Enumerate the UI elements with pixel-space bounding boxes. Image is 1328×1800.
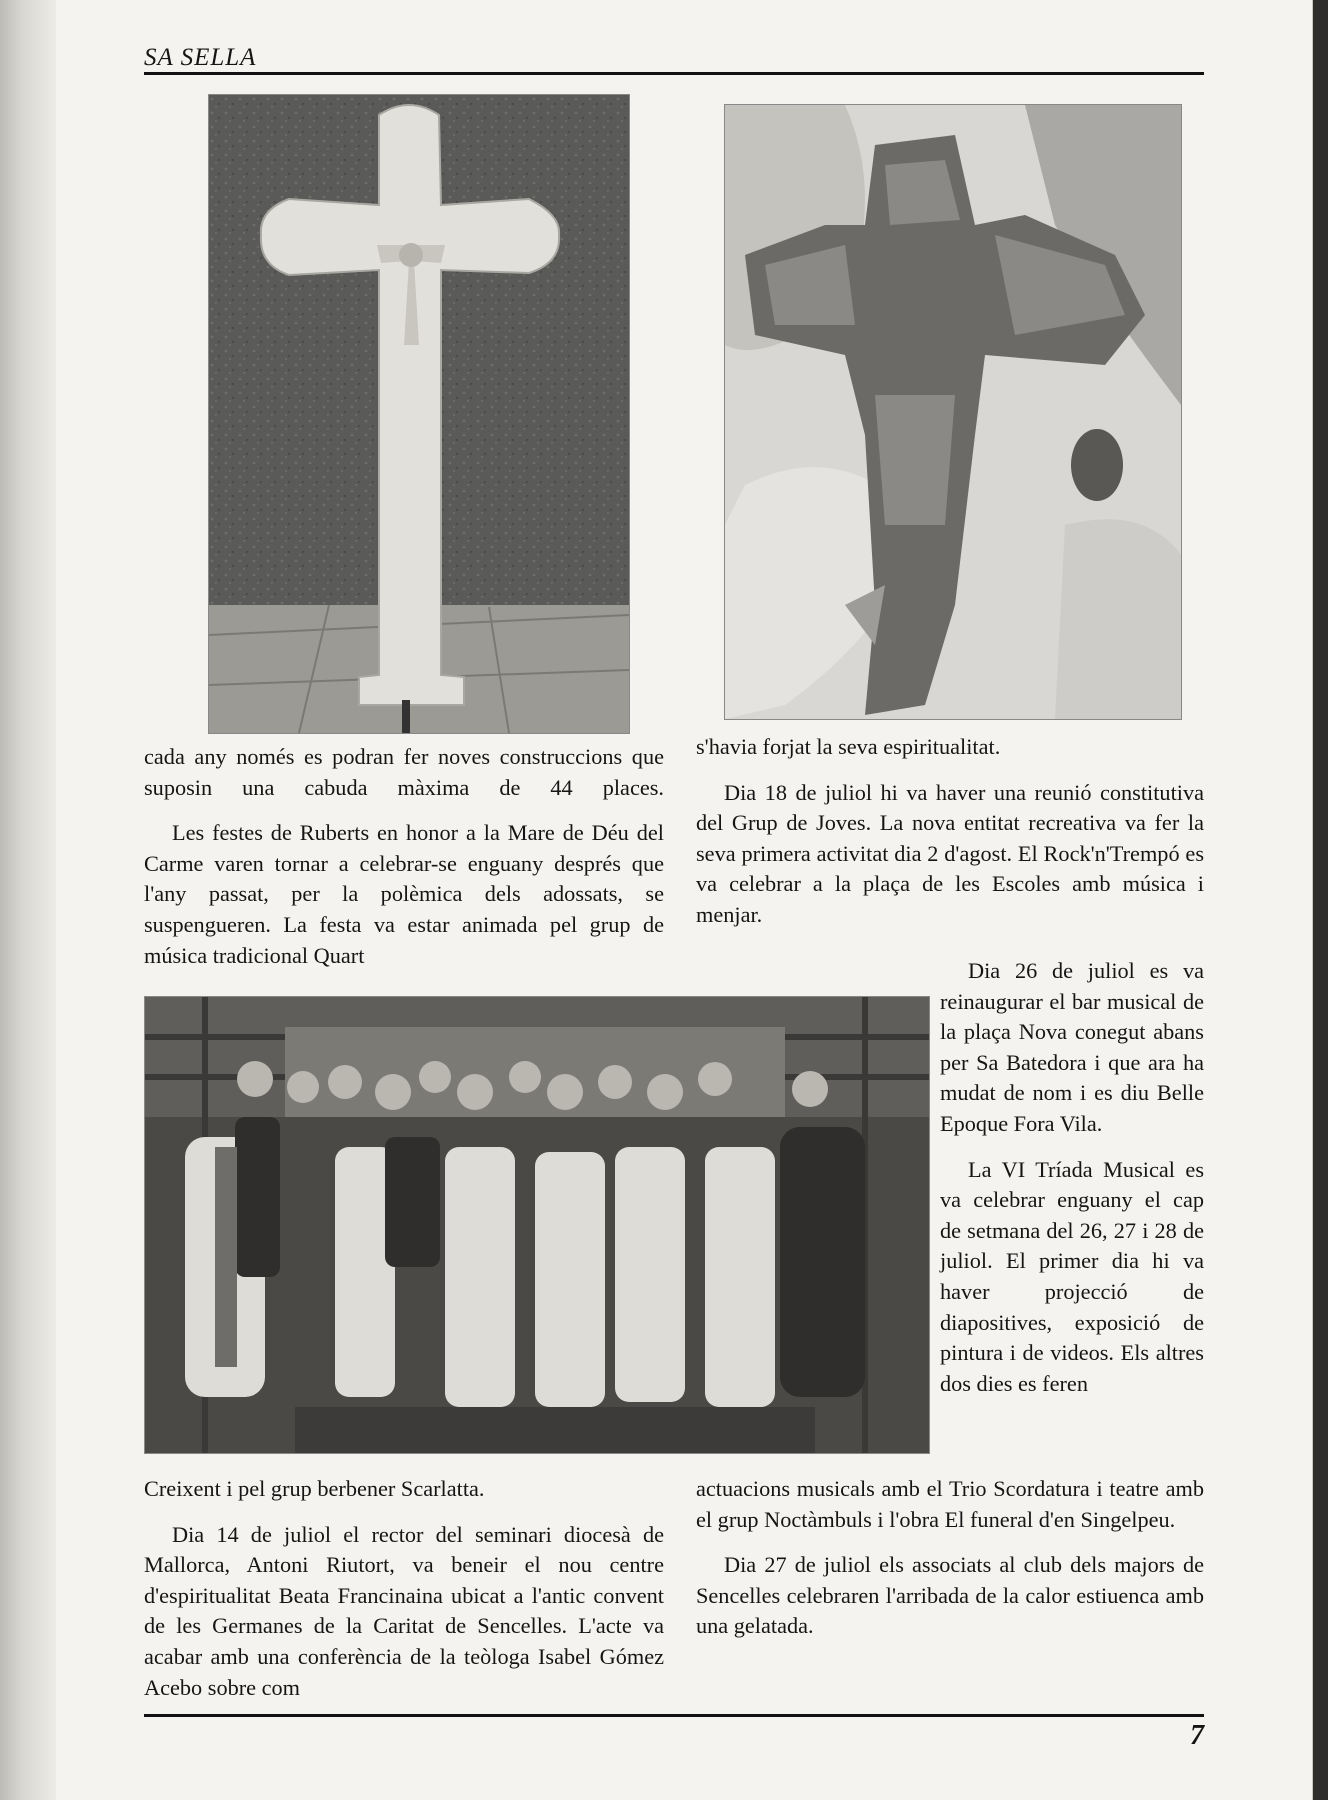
left-column-upper-text (144, 742, 664, 986)
paragraph-scarlatta: Creixent i pel grup berbener Scarlatta. (144, 1476, 485, 1501)
paragraph-ruberts-festival: Les festes de Ruberts en honor a la Mare de Déu del Carme varen tornar a celebrar-se enguany després que l'any passat, per la polèmica dels adossats, se suspengueren. La festa va estar animada pel grup de música tradicional Quart (144, 820, 664, 968)
photo-crucifix (208, 94, 630, 734)
paragraph-youth-group: Dia 18 de juliol hi va haver una reunió constitutiva del Grup de Joves. La nova entitat recreativa va fer la seva primera activitat dia 2 d'agost. El Rock'n'Trempó es va celebrar a la plaça de les Escoles amb música i menjar. (696, 779, 1204, 927)
right-narrow-column-text (940, 956, 1204, 1414)
paragraph-concerts: actuacions musicals amb el Trio Scordatura i teatre amb el grup Noctàmbuls i l'obra El funeral d'en Singelpeu. (696, 1476, 1204, 1532)
group-photo-image (145, 997, 929, 1453)
photo-broken-cross (724, 104, 1182, 720)
right-column-upper-text (696, 732, 1204, 946)
paragraph-triada-musical: La VI Tríada Musical es va celebrar enguany el cap de setmana del 26, 27 i 28 de juliol. El primer dia hi va haver projecció de diapositives, exposició de pintura i de videos. Els altres dos dies es feren (940, 1156, 1204, 1396)
header-rule (144, 72, 1204, 75)
paragraph-construction-limit: cada any només es podran fer noves construccions que suposin una cabuda màxima de 44 places. (144, 744, 664, 800)
paragraph-spirituality-centre: Dia 14 de juliol el rector del seminari diocesà de Mallorca, Antoni Riutort, va beneir el nou centre d'espiritualitat Beata Francinaina ubicat a l'antic convent de les Germanes de la Caritat de Sencelles. L'acte va acabar amb una conferència de la teòloga Isabel Gómez Acebo sobre com (144, 1521, 664, 1700)
footer-rule (144, 1714, 1204, 1717)
page-number: 7 (1190, 1720, 1204, 1751)
crucifix-photo-image (209, 95, 629, 733)
paragraph-bar-reopening: Dia 26 de juliol es va reinaugurar el bar musical de la plaça Nova conegut abans per Sa Batedora i que ara ha mudat de nom i es diu Belle Epoque Fora Vila. (940, 958, 1204, 1136)
page-gutter (0, 0, 56, 1800)
broken-cross-photo-image (725, 105, 1181, 719)
paragraph-spirituality-end: s'havia forjat la seva espiritualitat. (696, 734, 1001, 759)
photo-group-church (144, 996, 930, 1454)
right-column-lower-text (696, 1474, 1204, 1657)
left-column-lower-text (144, 1474, 664, 1718)
paragraph-seniors-club: Dia 27 de juliol els associats al club dels majors de Sencelles celebraren l'arribada de la calor estiuenca amb una gelatada. (696, 1552, 1204, 1639)
magazine-title: SA SELLA (144, 44, 257, 71)
